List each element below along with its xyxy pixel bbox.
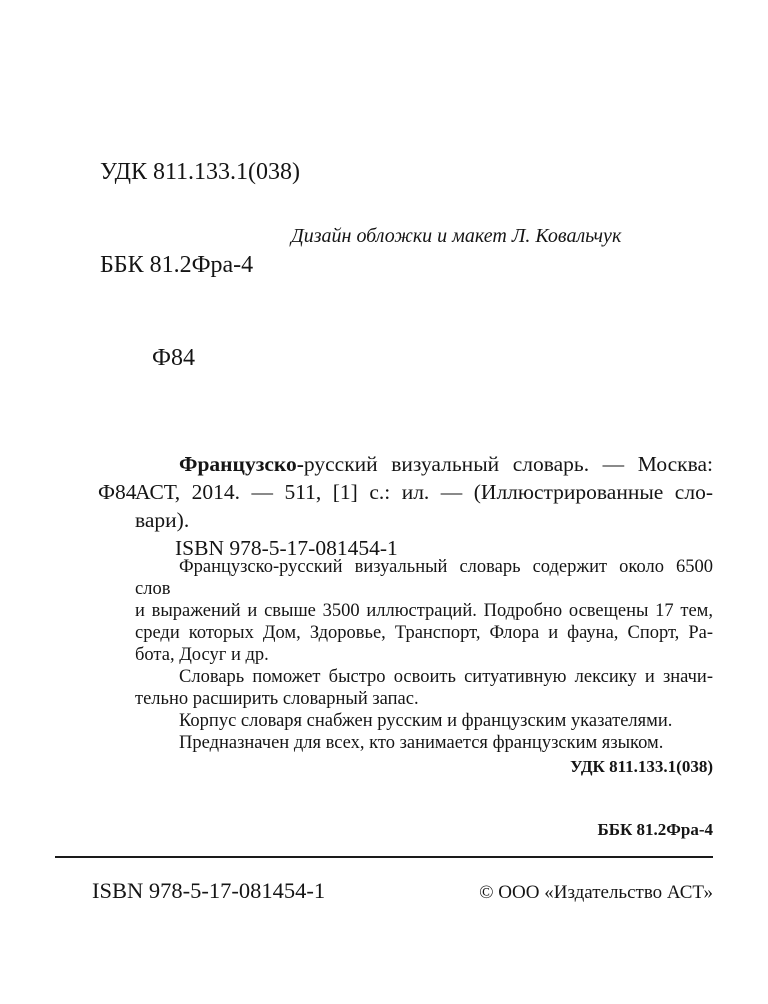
udc-code: УДК 811.133.1(038) xyxy=(100,159,301,185)
footer-isbn: ISBN 978-5-17-081454-1 xyxy=(92,878,326,903)
bbk-code: ББК 81.2Фра-4 xyxy=(100,252,254,278)
annotation-line: тельно расширить словарный запас. xyxy=(135,689,419,709)
separator-rule xyxy=(55,856,713,858)
author-sign: Ф84 xyxy=(152,345,195,371)
catalog-line-3: вари). xyxy=(135,508,190,532)
catalog-author-sign: Ф84 xyxy=(98,480,137,504)
annotation-line: Предназначен для всех, кто занимается французским языком. xyxy=(179,733,664,753)
footer-copyright: © ООО «Издательство АСТ» xyxy=(479,882,713,903)
bbk-code-right: ББК 81.2Фра-4 xyxy=(597,820,713,839)
catalog-isbn: ISBN 978-5-17-081454-1 xyxy=(175,536,398,560)
catalog-title-rest: русский визуальный словарь. — Москва: xyxy=(303,452,713,476)
footer xyxy=(92,878,713,904)
annotation-line: Корпус словаря снабжен русским и французским указателями. xyxy=(179,711,673,731)
top-classification-codes xyxy=(100,95,300,436)
catalog-entry xyxy=(98,450,713,562)
udc-code-right: УДК 811.133.1(038) xyxy=(570,757,713,776)
catalog-title-bold: Французско- xyxy=(179,452,304,476)
design-credit: Дизайн обложки и макет Л. Ковальчук xyxy=(291,225,622,247)
annotation-line: бота, Досуг и др. xyxy=(135,645,269,665)
annotation-line: и выражений и свыше 3500 иллюстраций. Подробно освещены 17 тем, xyxy=(135,601,713,621)
catalog-title-line xyxy=(135,450,713,478)
annotation-line: Словарь поможет быстро освоить ситуативную лексику и значи- xyxy=(179,667,713,687)
annotation-line: Французско-русский визуальный словарь содержит около 6500 слов xyxy=(135,557,713,599)
catalog-line-2: АСТ, 2014. — 511, [1] с.: ил. — (Иллюстрированные сло- xyxy=(135,480,713,504)
annotation-line: среди которых Дом, Здоровье, Транспорт, Флора и фауна, Спорт, Ра- xyxy=(135,623,713,643)
